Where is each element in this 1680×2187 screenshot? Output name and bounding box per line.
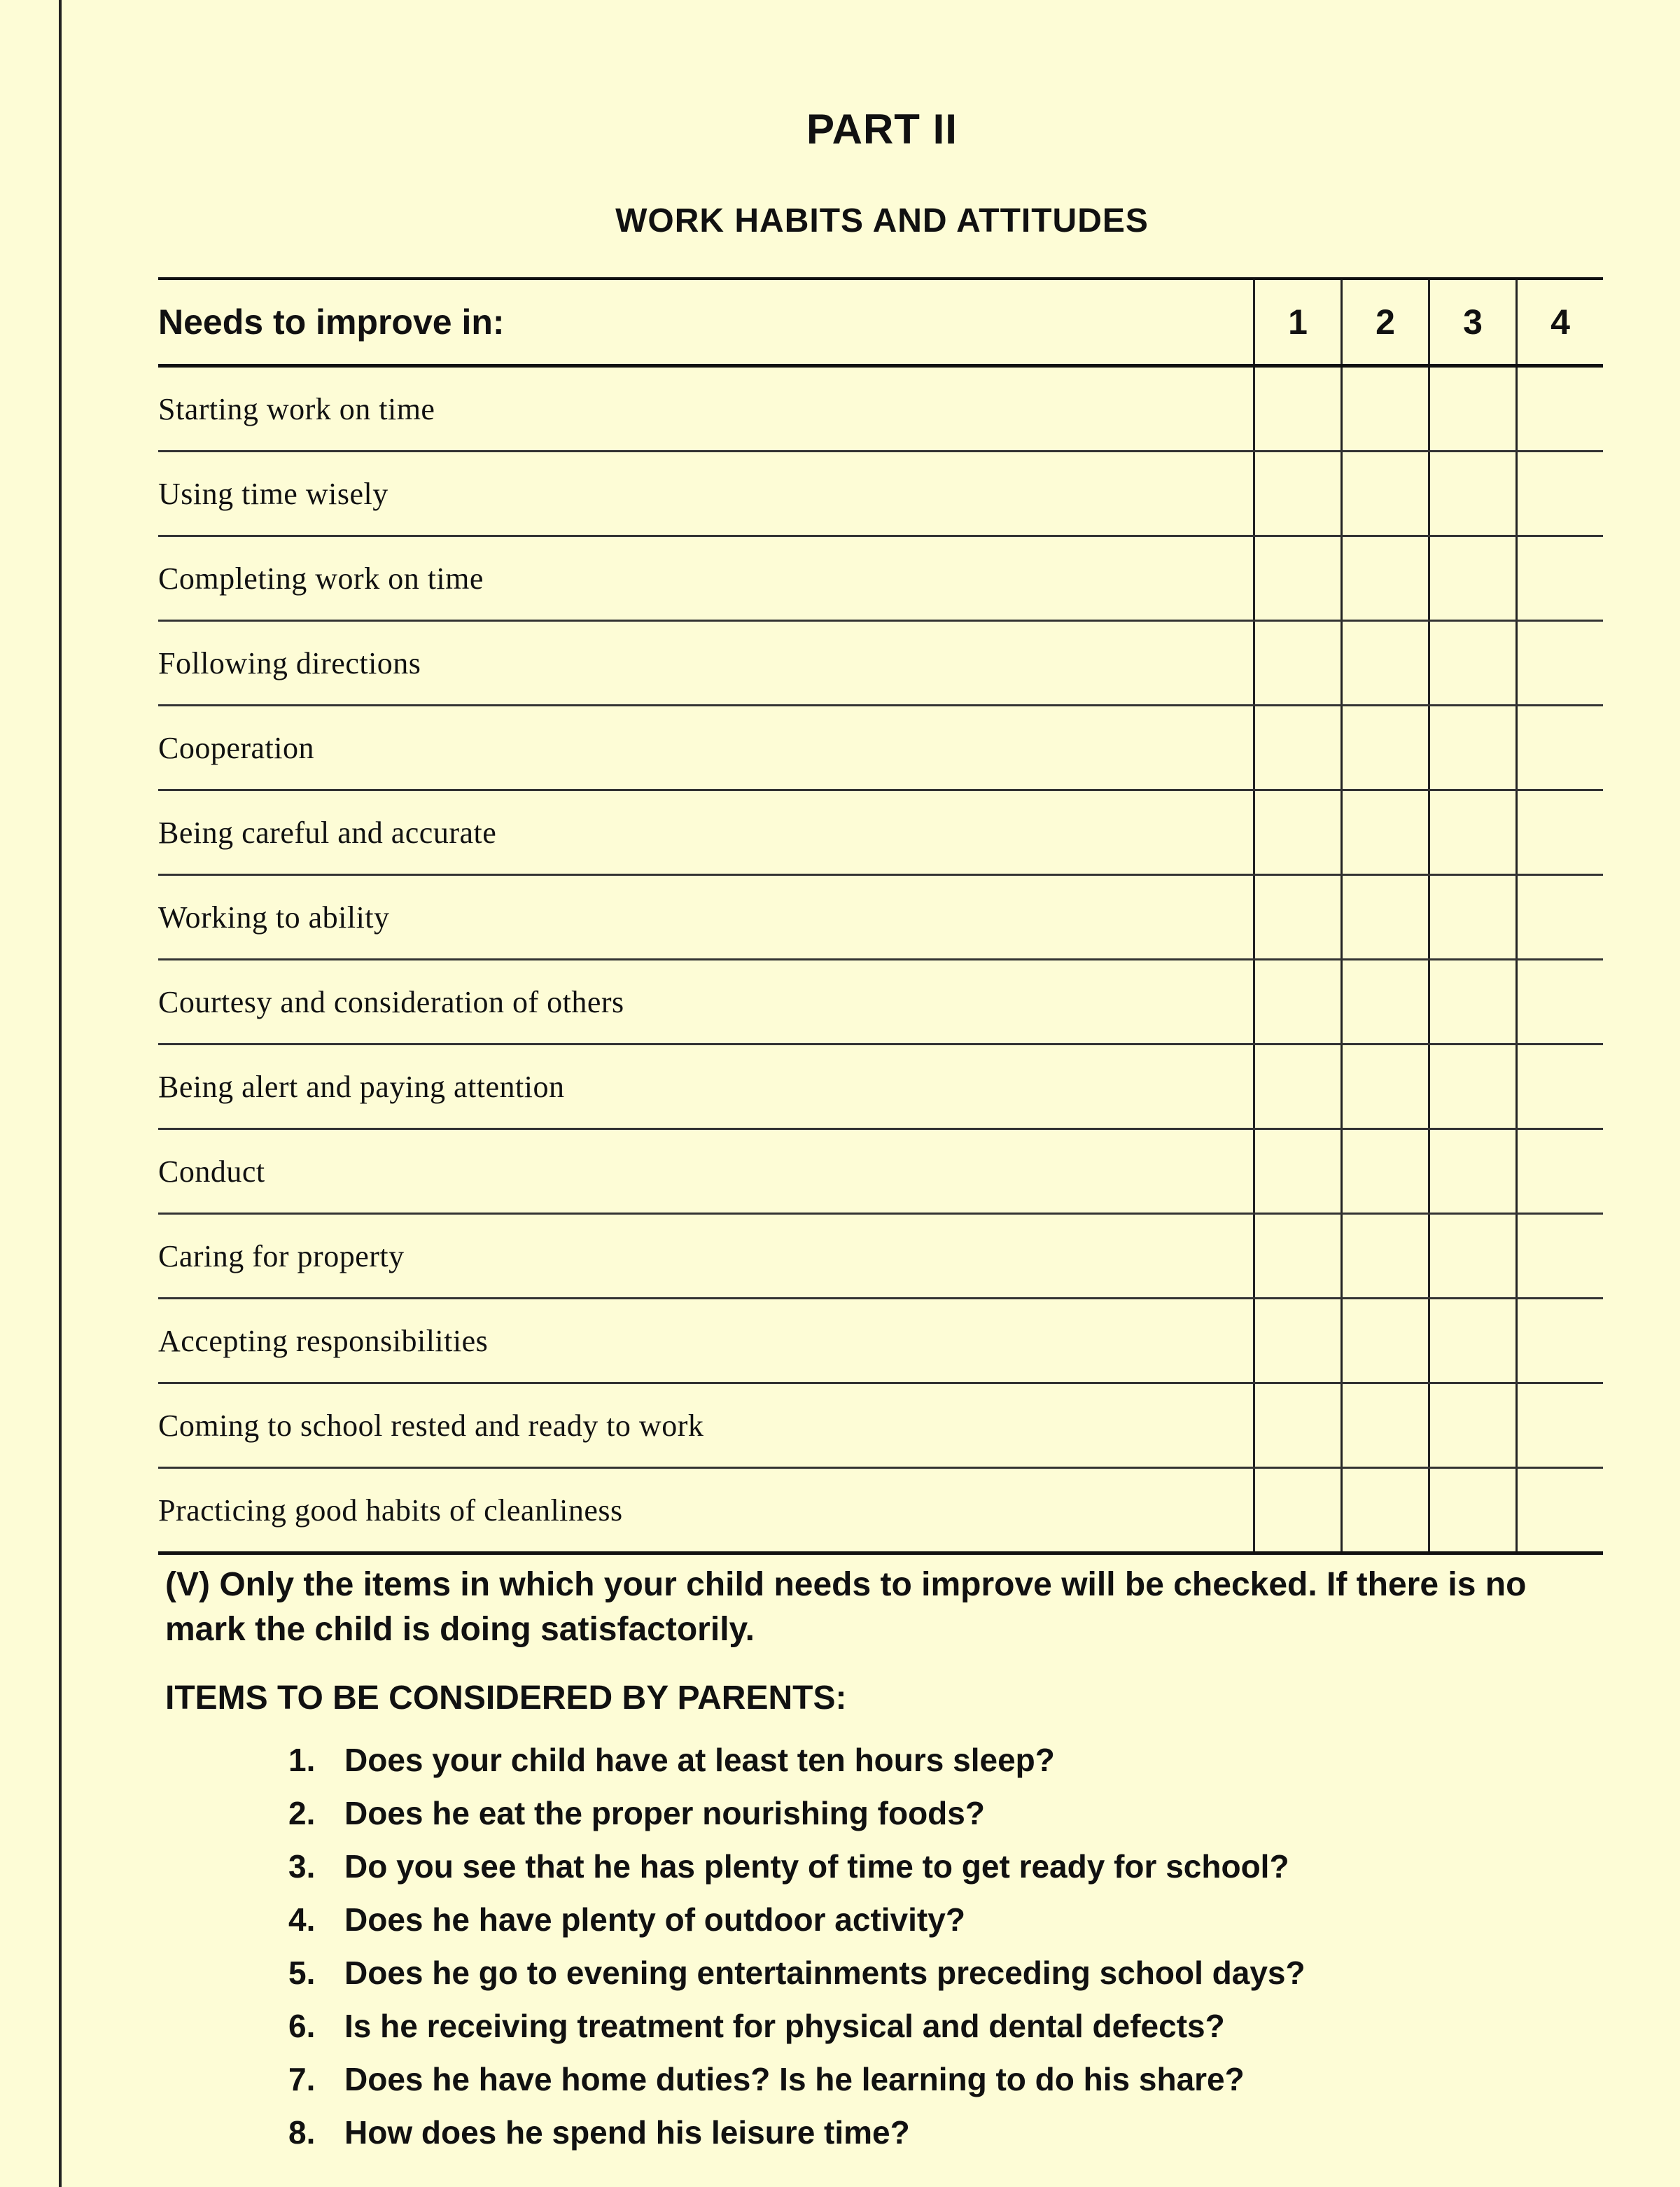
check-cell — [1342, 621, 1429, 706]
section-title: WORK HABITS AND ATTITUDES — [615, 202, 1149, 239]
check-cell — [1517, 1214, 1604, 1299]
list-item — [288, 1840, 1548, 1893]
item-text: Do you see that he has plenty of time to get ready for school? — [344, 1848, 1289, 1885]
parents-heading: ITEMS TO BE CONSIDERED BY PARENTS: — [165, 1679, 847, 1717]
table-row — [158, 1383, 1603, 1468]
item-text: Is he receiving treatment for physical and dental defects? — [344, 2008, 1225, 2044]
check-cell — [1429, 790, 1517, 875]
work-habits-table — [158, 277, 1603, 1555]
check-cell — [1517, 1129, 1604, 1214]
check-cell — [1342, 706, 1429, 790]
row-label: Starting work on time — [158, 366, 1254, 452]
check-cell — [1429, 875, 1517, 960]
check-cell — [1342, 536, 1429, 621]
item-number: 1. — [288, 1742, 316, 1778]
check-cell — [1342, 875, 1429, 960]
page-title: PART II — [806, 106, 958, 153]
row-label: Completing work on time — [158, 536, 1254, 621]
check-cell — [1517, 1468, 1604, 1553]
item-number: 6. — [288, 2008, 316, 2044]
row-label: Accepting responsibilities — [158, 1299, 1254, 1383]
check-cell — [1254, 790, 1342, 875]
check-cell — [1517, 1044, 1604, 1129]
item-number: 4. — [288, 1901, 316, 1938]
row-label: Conduct — [158, 1129, 1254, 1214]
table-row — [158, 960, 1603, 1044]
check-cell — [1429, 1468, 1517, 1553]
column-header-1: 1 — [1254, 279, 1342, 366]
check-cell — [1254, 875, 1342, 960]
check-cell — [1429, 1383, 1517, 1468]
item-number: 3. — [288, 1848, 316, 1885]
check-cell — [1429, 1129, 1517, 1214]
table-header-row — [158, 279, 1603, 366]
table-row — [158, 790, 1603, 875]
row-label: Caring for property — [158, 1214, 1254, 1299]
check-cell — [1254, 536, 1342, 621]
item-number: 5. — [288, 1955, 316, 1991]
item-text: Does he have home duties? Is he learning to do his share? — [344, 2061, 1245, 2097]
table-row — [158, 536, 1603, 621]
item-number: 7. — [288, 2061, 316, 2097]
check-cell — [1517, 1299, 1604, 1383]
item-number: 8. — [288, 2114, 316, 2151]
check-cell — [1254, 1044, 1342, 1129]
check-cell — [1517, 452, 1604, 536]
row-label: Using time wisely — [158, 452, 1254, 536]
row-label: Practicing good habits of cleanliness — [158, 1468, 1254, 1553]
check-cell — [1429, 706, 1517, 790]
check-cell — [1254, 960, 1342, 1044]
check-cell — [1517, 960, 1604, 1044]
check-cell — [1517, 1383, 1604, 1468]
check-cell — [1342, 366, 1429, 452]
list-item — [288, 1733, 1548, 1787]
table-row — [158, 366, 1603, 452]
check-cell — [1342, 790, 1429, 875]
check-cell — [1254, 1299, 1342, 1383]
item-text: Does he go to evening entertainments preceding school days? — [344, 1955, 1306, 1991]
column-header-2: 2 — [1342, 279, 1429, 366]
table-row — [158, 1299, 1603, 1383]
check-cell — [1429, 621, 1517, 706]
check-cell — [1254, 1214, 1342, 1299]
check-cell — [1254, 366, 1342, 452]
check-cell — [1254, 1468, 1342, 1553]
check-cell — [1429, 1214, 1517, 1299]
check-cell — [1517, 536, 1604, 621]
check-cell — [1517, 875, 1604, 960]
table-row — [158, 452, 1603, 536]
check-cell — [1429, 536, 1517, 621]
check-cell — [1517, 621, 1604, 706]
item-text: Does your child have at least ten hours sleep? — [344, 1742, 1055, 1778]
row-label: Cooperation — [158, 706, 1254, 790]
check-cell — [1254, 621, 1342, 706]
parents-items-list — [288, 1733, 1548, 2159]
row-label: Being careful and accurate — [158, 790, 1254, 875]
check-cell — [1254, 452, 1342, 536]
list-item — [288, 1787, 1548, 1840]
list-item — [288, 1946, 1548, 1999]
row-label: Being alert and paying attention — [158, 1044, 1254, 1129]
check-cell — [1429, 366, 1517, 452]
check-cell — [1342, 452, 1429, 536]
column-header-4: 4 — [1517, 279, 1604, 366]
check-cell — [1517, 706, 1604, 790]
table-row — [158, 1044, 1603, 1129]
check-cell — [1429, 1299, 1517, 1383]
row-label: Coming to school rested and ready to work — [158, 1383, 1254, 1468]
table-row — [158, 706, 1603, 790]
check-cell — [1342, 1044, 1429, 1129]
check-cell — [1429, 960, 1517, 1044]
list-item — [288, 2053, 1548, 2106]
column-header-3: 3 — [1429, 279, 1517, 366]
item-text: Does he eat the proper nourishing foods? — [344, 1795, 985, 1831]
row-label: Following directions — [158, 621, 1254, 706]
check-cell — [1517, 366, 1604, 452]
list-item — [288, 1999, 1548, 2053]
item-text: Does he have plenty of outdoor activity? — [344, 1901, 965, 1938]
item-number: 2. — [288, 1795, 316, 1831]
check-cell — [1517, 790, 1604, 875]
table-row — [158, 1214, 1603, 1299]
check-cell — [1342, 1299, 1429, 1383]
row-label: Working to ability — [158, 875, 1254, 960]
page-edge-line — [59, 0, 62, 2187]
check-cell — [1342, 1383, 1429, 1468]
row-label: Courtesy and consideration of others — [158, 960, 1254, 1044]
check-cell — [1254, 1383, 1342, 1468]
item-text: How does he spend his leisure time? — [344, 2114, 910, 2151]
list-item — [288, 1893, 1548, 1946]
check-cell — [1342, 1468, 1429, 1553]
table-row — [158, 875, 1603, 960]
table-row — [158, 1129, 1603, 1214]
check-cell — [1254, 706, 1342, 790]
check-mark-note: (V) Only the items in which your child needs to improve will be checked. If there is no mark the child is doing satisfactorily. — [165, 1566, 1527, 1648]
table-row — [158, 1468, 1603, 1553]
check-cell — [1429, 1044, 1517, 1129]
check-cell — [1429, 452, 1517, 536]
list-item — [288, 2106, 1548, 2159]
table-row — [158, 621, 1603, 706]
check-cell — [1342, 1129, 1429, 1214]
check-cell — [1342, 960, 1429, 1044]
check-cell — [1342, 1214, 1429, 1299]
needs-improve-header: Needs to improve in: — [158, 279, 1254, 366]
check-cell — [1254, 1129, 1342, 1214]
